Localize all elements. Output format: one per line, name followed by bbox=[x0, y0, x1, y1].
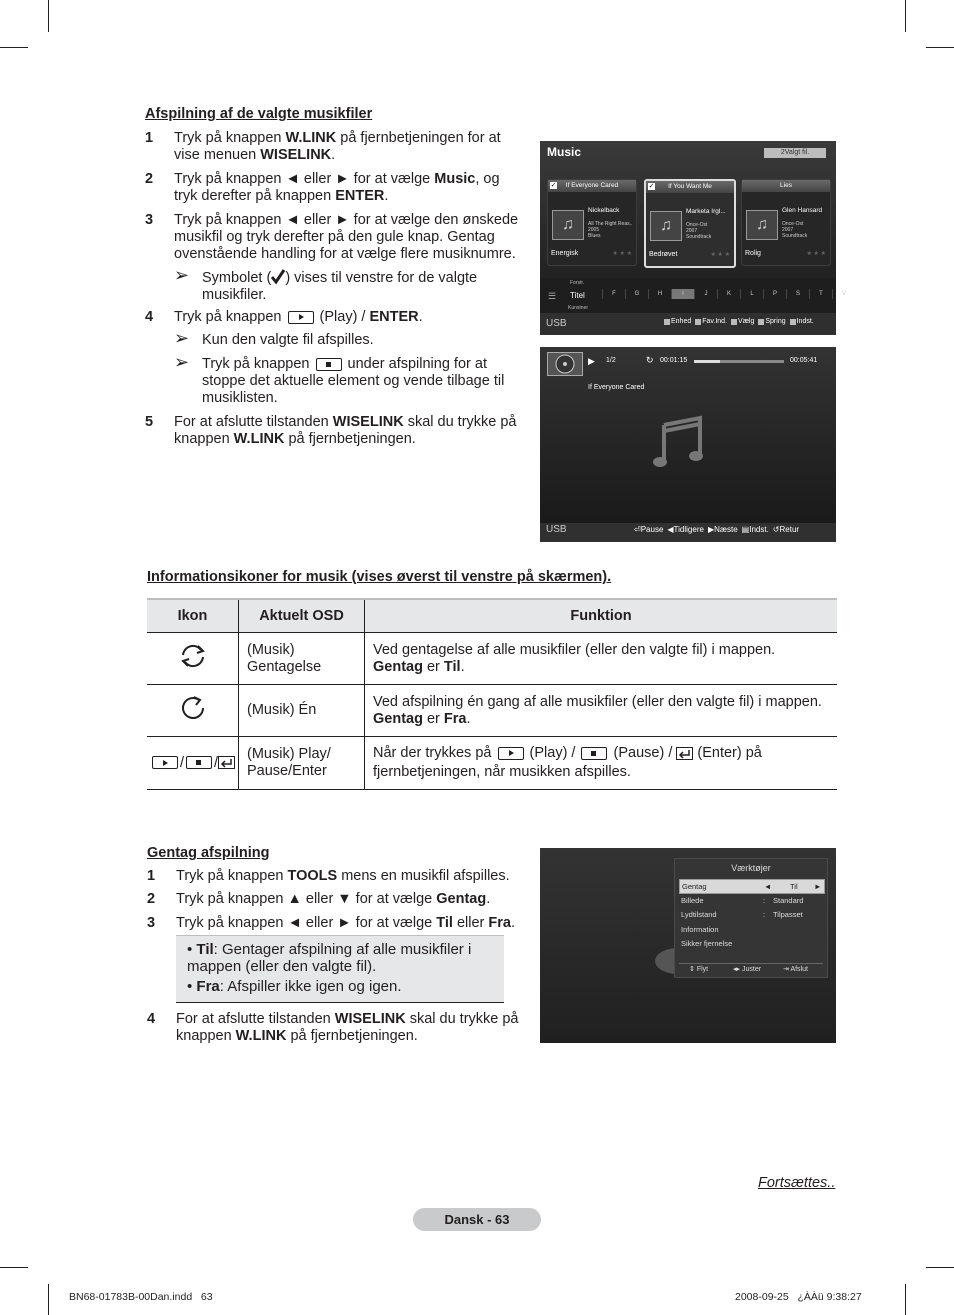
enter-button-icon bbox=[218, 756, 235, 769]
section-heading-info-icons: Informationsikoner for musik (vises øverst til venstre på skærmen). bbox=[147, 569, 612, 585]
tools-row-label: Gentag bbox=[682, 882, 707, 891]
enter-icon: ⏎ bbox=[634, 525, 641, 534]
music-browser-screen bbox=[540, 141, 846, 335]
step-number: 4 bbox=[147, 1011, 156, 1027]
track-count: 1/2 bbox=[606, 357, 616, 364]
settings-icon: ▤ bbox=[741, 525, 750, 534]
function-text: Ved gentagelse af alle musikfiler (eller den valgte fil) i mappen. Gentag er Til. bbox=[365, 633, 838, 685]
section-heading-playback: Afspilning af de valgte musikfiler bbox=[145, 106, 373, 122]
footer-hint: ◀Tidligere bbox=[667, 525, 704, 534]
step-number: 1 bbox=[147, 868, 156, 884]
index-letter[interactable]: J bbox=[694, 289, 717, 299]
tools-row-value: Standard bbox=[773, 895, 804, 905]
tools-row-information[interactable] bbox=[679, 923, 823, 936]
rating-stars: ★ ★ ★ bbox=[710, 252, 730, 258]
index-letter[interactable]: H bbox=[648, 289, 671, 299]
tools-row-label: Information bbox=[681, 924, 719, 934]
step-text: Tryk på knappen ◄ eller ► for at vælge den ønskede musikfil og tryk derefter på den gule knap. Gentag ovenstående handling for at vælge flere musiknumre. bbox=[174, 212, 519, 262]
card-detail: Soundtrack bbox=[782, 233, 808, 239]
info-icons-table bbox=[147, 598, 837, 790]
osd-label: Gentagelse bbox=[247, 658, 322, 675]
card-artist: Marketa Irgl... bbox=[686, 208, 726, 215]
exit-hint: ⇥ Afslut bbox=[783, 966, 808, 973]
tools-menu bbox=[674, 858, 828, 978]
note-checkmark: Symbolet ( ) vises til venstre for de valgte musikfiler. bbox=[202, 270, 478, 303]
file-info: BN68-01783B-00Dan.indd 63 bbox=[69, 1291, 213, 1303]
footer-hint: ⏎Pause bbox=[634, 525, 664, 534]
index-letter[interactable]: L bbox=[740, 289, 763, 299]
pause-button-icon bbox=[186, 756, 212, 769]
music-note-icon: ♫ bbox=[746, 210, 778, 240]
table-header-function: Funktion bbox=[365, 599, 838, 633]
music-card[interactable] bbox=[644, 179, 736, 268]
step-text: For at afslutte tilstanden WISELINK skal du trykke på knappen W.LINK på fjernbetjeningen. bbox=[176, 1011, 519, 1044]
footer-hint: Indst. bbox=[790, 318, 814, 325]
step-text: Tryk på knappen W.LINK på fjernbetjeningen for at vise menuen WISELINK. bbox=[174, 130, 501, 163]
album-thumbnail bbox=[547, 352, 583, 376]
card-detail: Once-Ost bbox=[686, 222, 708, 228]
song-title: If Everyone Cared bbox=[588, 384, 645, 391]
step-number: 2 bbox=[147, 891, 156, 907]
tools-row-value: Tilpasset bbox=[773, 910, 803, 919]
card-detail: Blues bbox=[588, 233, 601, 239]
step-number: 3 bbox=[147, 915, 156, 931]
progress-bar bbox=[694, 360, 784, 363]
card-artist: Nickelback bbox=[588, 207, 620, 214]
osd-label: (Musik) Play/ bbox=[247, 746, 331, 762]
card-detail: 2007 bbox=[686, 228, 698, 234]
tools-row-lydtilstand[interactable] bbox=[679, 908, 823, 921]
tools-row-separator: : bbox=[763, 895, 766, 905]
sort-next: Kunstner bbox=[568, 305, 589, 311]
tools-row-sikker-fjernelse[interactable] bbox=[679, 937, 823, 950]
tools-row-gentag[interactable] bbox=[679, 879, 825, 894]
bullet-item: • Fra: Afspiller ikke igen og igen. bbox=[187, 978, 402, 995]
note-arrow-icon: ➢ bbox=[174, 328, 190, 348]
card-detail: Soundtrack bbox=[686, 234, 712, 240]
checkmark-icon bbox=[271, 269, 285, 284]
play-state-icon: ▶ bbox=[588, 356, 595, 366]
selected-count-badge: 2Valgt fil. bbox=[764, 148, 826, 158]
move-hint: ⇕ Flyt bbox=[689, 966, 709, 973]
play-button-icon bbox=[288, 311, 314, 324]
table-row bbox=[147, 633, 837, 685]
card-header: If You Want Me bbox=[646, 181, 734, 193]
step-text: Tryk på knappen ◄ eller ► for at vælge Til eller Fra. bbox=[176, 915, 516, 931]
function-text: Ved afspilning én gang af alle musikfiler (eller den valgte fil) i mappen. Gentag er Fra. bbox=[365, 685, 838, 737]
index-letter[interactable]: V bbox=[832, 289, 855, 299]
arrow-right-icon: ► bbox=[814, 882, 822, 891]
page-number-badge: Dansk - 63 bbox=[413, 1208, 541, 1231]
enter-button-icon bbox=[676, 747, 693, 760]
sort-current[interactable]: Titel bbox=[570, 291, 585, 300]
continued-label: Fortsættes.. bbox=[758, 1175, 836, 1191]
index-letter[interactable]: P bbox=[763, 289, 786, 299]
note-stop: Tryk på knappen under afspilning for at stoppe det aktuelle element og vende tilbage til musiklisten. bbox=[202, 356, 505, 406]
footer-hint: Spring bbox=[758, 318, 785, 325]
tools-row-value: Til bbox=[790, 882, 798, 891]
hint-key-icon bbox=[695, 319, 701, 325]
tools-menu-screen bbox=[540, 848, 836, 1043]
music-card[interactable] bbox=[741, 179, 831, 266]
play-button-icon bbox=[498, 747, 524, 760]
card-detail: 2007 bbox=[782, 227, 794, 233]
rating-stars: ★ ★ ★ bbox=[612, 251, 632, 257]
step-number: 1 bbox=[145, 130, 154, 146]
table-row: / / (Musik) Play/ Pause/Enter Når der trykkes på (Play) / (Pause) / (Enter) på fjernbetjeningen, når musikken afspilles. bbox=[147, 737, 837, 790]
card-header: If Everyone Cared bbox=[548, 180, 636, 192]
tools-row-label: Lydtilstand bbox=[681, 910, 717, 919]
footer-hint: Enhed bbox=[664, 318, 691, 325]
step-number: 4 bbox=[145, 309, 154, 325]
footer-hint: Fav.Ind. bbox=[695, 318, 727, 325]
step-number: 3 bbox=[145, 212, 154, 228]
index-letter[interactable]: I bbox=[671, 289, 694, 299]
index-letter[interactable]: K bbox=[717, 289, 740, 299]
repeat-once-icon bbox=[179, 695, 207, 721]
pause-button-icon bbox=[581, 747, 607, 760]
index-letter[interactable]: T bbox=[809, 289, 832, 299]
osd-label: Pause/Enter bbox=[247, 763, 327, 779]
music-note-icon: ♫ bbox=[650, 211, 682, 241]
checkmark-icon: ✓ bbox=[550, 182, 557, 189]
card-header: Lies bbox=[742, 180, 830, 192]
step-text: Tryk på knappen ▲ eller ▼ for at vælge Gentag. bbox=[176, 891, 491, 907]
footer-hint: ↺Retur bbox=[772, 525, 800, 534]
step-number: 5 bbox=[145, 414, 154, 430]
music-note-icon bbox=[652, 415, 704, 471]
card-detail: 2005 bbox=[588, 227, 600, 233]
footer-hint: ▶Næste bbox=[707, 525, 738, 534]
adjust-hint: ◂▸ Juster bbox=[733, 966, 762, 973]
osd-label: (Musik) bbox=[247, 641, 295, 658]
card-mood: Rolig bbox=[745, 250, 761, 257]
table-row bbox=[147, 685, 837, 737]
footer-hint: Vælg bbox=[731, 318, 754, 325]
function-text: Når der trykkes på (Play) / (Pause) / (Enter) på fjernbetjeningen, når musikken afspilles. bbox=[365, 737, 838, 790]
previous-icon: ◀ bbox=[667, 525, 674, 534]
note-selected-file: Kun den valgte fil afspilles. bbox=[202, 332, 374, 348]
source-label: USB bbox=[546, 318, 567, 329]
play-button-icon bbox=[152, 756, 178, 769]
stop-button-icon bbox=[316, 358, 342, 371]
step-number: 2 bbox=[145, 171, 154, 187]
hint-key-icon bbox=[758, 319, 764, 325]
music-card[interactable] bbox=[547, 179, 637, 266]
return-icon: ↺ bbox=[772, 525, 780, 534]
step-text: For at afslutte tilstanden WISELINK skal du trykke på knappen W.LINK på fjernbetjeningen. bbox=[174, 414, 517, 447]
sort-prev: Forstr. bbox=[570, 280, 585, 286]
index-letter[interactable]: F bbox=[602, 289, 625, 299]
hint-key-icon bbox=[731, 319, 737, 325]
index-letter[interactable]: G bbox=[625, 289, 648, 299]
footer-hint: ▤Indst. bbox=[741, 525, 769, 534]
next-icon: ▶ bbox=[707, 525, 715, 534]
table-header-icon: Ikon bbox=[147, 599, 239, 633]
arrow-left-icon: ◄ bbox=[764, 882, 772, 891]
section-heading-repeat: Gentag afspilning bbox=[147, 845, 270, 861]
source-label: USB bbox=[546, 524, 567, 535]
hint-key-icon bbox=[664, 319, 670, 325]
card-artist: Glen Hansard bbox=[782, 207, 823, 214]
note-arrow-icon: ➢ bbox=[174, 265, 190, 285]
repeat-state-icon: ↻ bbox=[646, 355, 654, 365]
tools-row-separator: : bbox=[763, 910, 766, 919]
bullet-item: • Til: Gentager afspilning af alle musikfiler i mappen (eller den valgte fil). bbox=[187, 941, 472, 975]
repeat-all-icon bbox=[178, 643, 208, 669]
osd-label: (Musik) Én bbox=[239, 685, 365, 737]
step-text: Tryk på knappen TOOLS mens en musikfil afspilles. bbox=[176, 868, 510, 884]
rating-stars: ★ ★ ★ bbox=[806, 251, 826, 257]
hint-key-icon bbox=[790, 319, 796, 325]
screen-title: Music bbox=[547, 145, 582, 159]
print-timestamp: 2008-09-25 ¿ÀÀü 9:38:27 bbox=[735, 1291, 862, 1303]
step-text: Tryk på knappen ◄ eller ► for at vælge Music, og tryk derefter på knappen ENTER. bbox=[174, 171, 500, 204]
tools-row-billede[interactable] bbox=[679, 894, 823, 907]
step-4-text: Tryk på knappen (Play) / ENTER. bbox=[174, 309, 423, 325]
elapsed-time: 00:01:15 bbox=[660, 357, 688, 364]
checkmark-icon: ✓ bbox=[648, 183, 655, 190]
index-letter[interactable]: S bbox=[786, 289, 809, 299]
note-arrow-icon: ➢ bbox=[174, 352, 190, 372]
sort-menu-icon: ☰ bbox=[548, 291, 557, 301]
tools-menu-title: Værktøjer bbox=[731, 863, 771, 873]
total-time: 00:05:41 bbox=[790, 357, 818, 364]
card-detail: All The Right Reas.. bbox=[588, 221, 633, 227]
card-mood: Bedrøvet bbox=[649, 251, 678, 258]
music-note-icon: ♫ bbox=[552, 210, 584, 240]
tools-row-label: Sikker fjernelse bbox=[681, 939, 733, 948]
card-detail: Once-Ost bbox=[782, 221, 804, 227]
card-mood: Energisk bbox=[551, 250, 579, 257]
music-player-screen bbox=[540, 347, 836, 542]
tools-row-label: Billede bbox=[681, 895, 704, 905]
table-header-osd: Aktuelt OSD bbox=[239, 599, 365, 633]
